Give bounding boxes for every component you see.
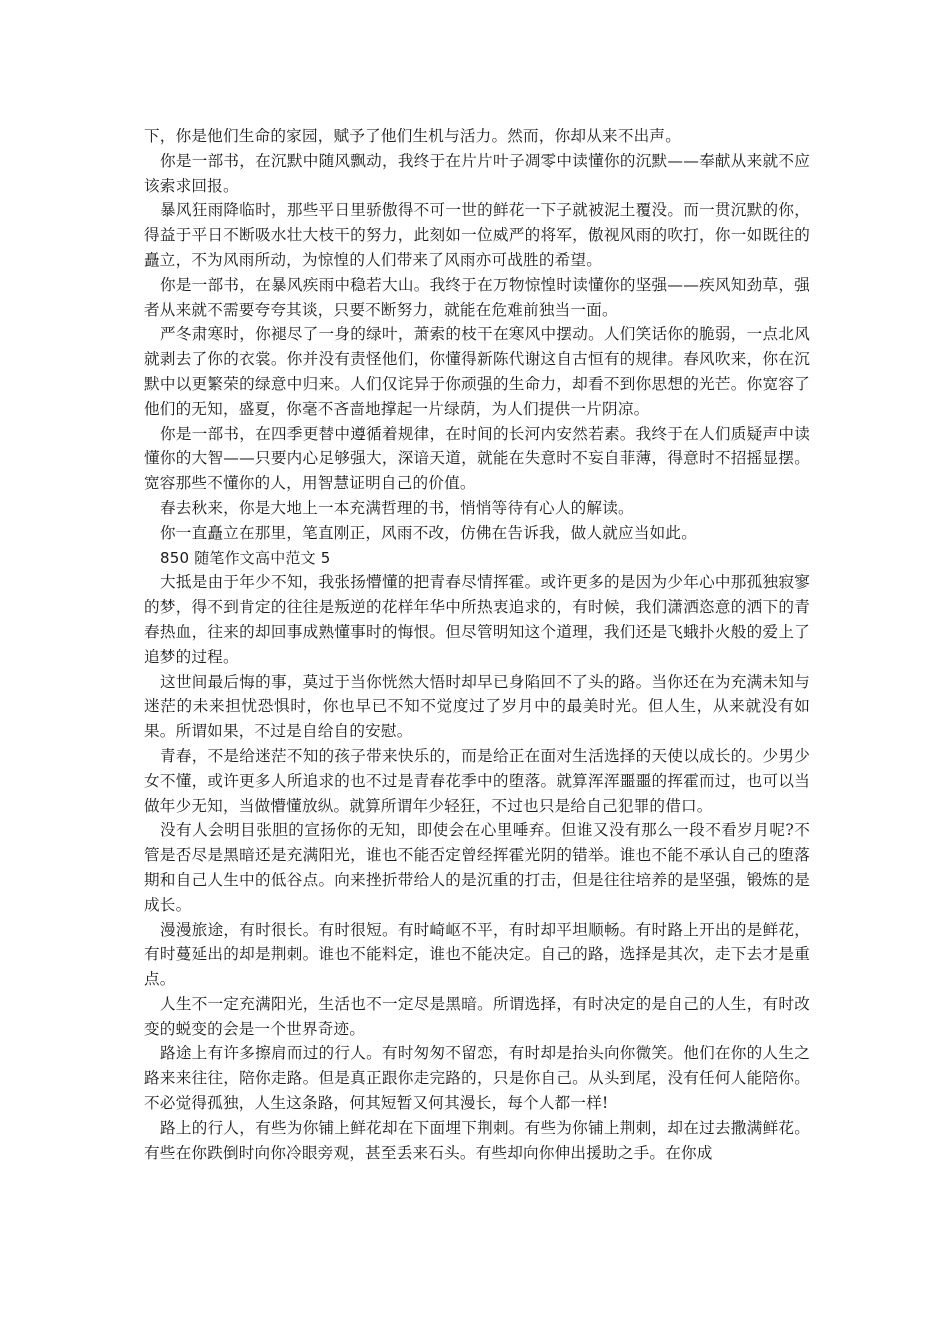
paragraph: 大抵是由于年少不知，我张扬懵懂的把青春尽情挥霍。或许更多的是因为少年心中那孤独寂寥的梦，得不到肯定的往往是叛逆的花样年华中所热衷追求的，有时候，我们潇洒恣意的洒下的青春热血，往来的却回事成熟懂事时的悔恨。但尽管明知这个道理，我们还是飞蛾扑火般的爱上了追梦的过程。 (144, 573, 810, 666)
paragraph: 你是一部书，在四季更替中遵循着规律，在时间的长河内安然若素。我终于在人们质疑声中读懂你的大智——只要内心足够强大，深谙天道，就能在失意时不妄自菲薄，得意时不招摇显摆。宽容那些不懂你的人，用智慧证明自己的价值。 (144, 424, 810, 493)
paragraph: 路途上有许多擦肩而过的行人。有时匆匆不留恋，有时却是抬头向你微笑。他们在你的人生之路来来往往，陪你走路。但是真正跟你走完路的，只是你自己。从头到尾，没有任何人能陪你。不必觉得孤独，人生这条路，何其短暂又何其漫长，每个人都一样! (144, 1044, 810, 1113)
paragraph: 青春，不是给迷茫不知的孩子带来快乐的，而是给正在面对生活选择的天使以成长的。少男少女不懂，或许更多人所追求的也不过是青春花季中的堕落。就算浑浑噩噩的挥霍而过，也可以当做年少无知，当做懵懂放纵。就算所谓年少轻狂，不过也只是给自己犯罪的借口。 (144, 746, 810, 815)
document-page (144, 124, 810, 1165)
paragraph: 人生不一定充满阳光，生活也不一定尽是黑暗。所谓选择，有时决定的是自己的人生，有时改变的蜕变的会是一个世界奇迹。 (144, 994, 810, 1038)
paragraph: 春去秋来，你是大地上一本充满哲理的书，悄悄等待有心人的解读。 (160, 498, 634, 517)
paragraph: 你一直矗立在那里，笔直刚正，风雨不改，仿佛在告诉我，做人就应当如此。 (160, 523, 697, 542)
paragraph: 你是一部书，在暴风疾雨中稳若大山。我终于在万物惊惶时读懂你的坚强——疾风知劲草，强者从来就不需要夸夸其谈，只要不断努力，就能在危难前独当一面。 (144, 275, 810, 319)
paragraph: 路上的行人，有些为你铺上鲜花却在下面埋下荆刺。有些为你铺上荆刺，却在过去撒满鲜花。有些在你跌倒时向你冷眼旁观，甚至丢来石头。有些却向你伸出援助之手。在你成 (144, 1118, 810, 1162)
paragraph: 暴风狂雨降临时，那些平日里骄傲得不可一世的鲜花一下子就被泥土覆没。而一贯沉默的你，得益于平日不断吸水壮大枝干的努力，此刻如一位威严的将军，傲视风雨的吹打，你一如既往的矗立，不为风雨所动，为惊惶的人们带来了风雨亦可战胜的希望。 (144, 201, 810, 269)
paragraph: 下，你是他们生命的家园，赋予了他们生机与活力。然而，你却从来不出声。 (144, 127, 681, 145)
paragraph: 你是一部书，在沉默中随风飘动，我终于在片片叶子凋零中读懂你的沉默——奉献从来就不应该索求回报。 (144, 151, 810, 195)
paragraph: 严冬肃寒时，你褪尽了一身的绿叶，萧索的枝干在寒风中摆动。人们笑话你的脆弱，一点北风就剥去了你的衣裳。你并没有责怪他们，你懂得新陈代谢这自古恒有的规律。春风吹来，你在沉默中以更繁荣的绿意中归来。人们仅诧异于你顽强的生命力，却看不到你思想的光芒。你宽容了他们的无知，盛夏，你毫不吝啬地撑起一片绿荫，为人们提供一片阴凉。 (144, 325, 810, 418)
paragraph: 没有人会明目张胆的宣扬你的无知，即使会在心里唾弃。但谁又没有那么一段不看岁月呢?不管是否尽是黑暗还是充满阳光，谁也不能否定曾经挥霍光阴的错举。谁也不能不承认自己的堕落期和自己人生中的低谷点。向来挫折带给人的是沉重的打击，但是往往培养的是坚强，锻炼的是成长。 (144, 821, 810, 914)
paragraph: 这世间最后悔的事，莫过于当你恍然大悟时却早已身陷回不了头的路。当你还在为充满未知与迷茫的未来担忧恐惧时，你也早已不知不觉度过了岁月中的最美时光。但人生，从来就没有如果。所谓如果，不过是自给自的安慰。 (144, 672, 810, 741)
paragraph: 漫漫旅途，有时很长。有时很短。有时崎岖不平，有时却平坦顺畅。有时路上开出的是鲜花，有时蔓延出的却是荆刺。谁也不能料定，谁也不能决定。自己的路，选择是其次，走下去才是重点。 (144, 920, 810, 989)
section-heading: 850 随笔作文高中范文 5 (160, 548, 331, 567)
